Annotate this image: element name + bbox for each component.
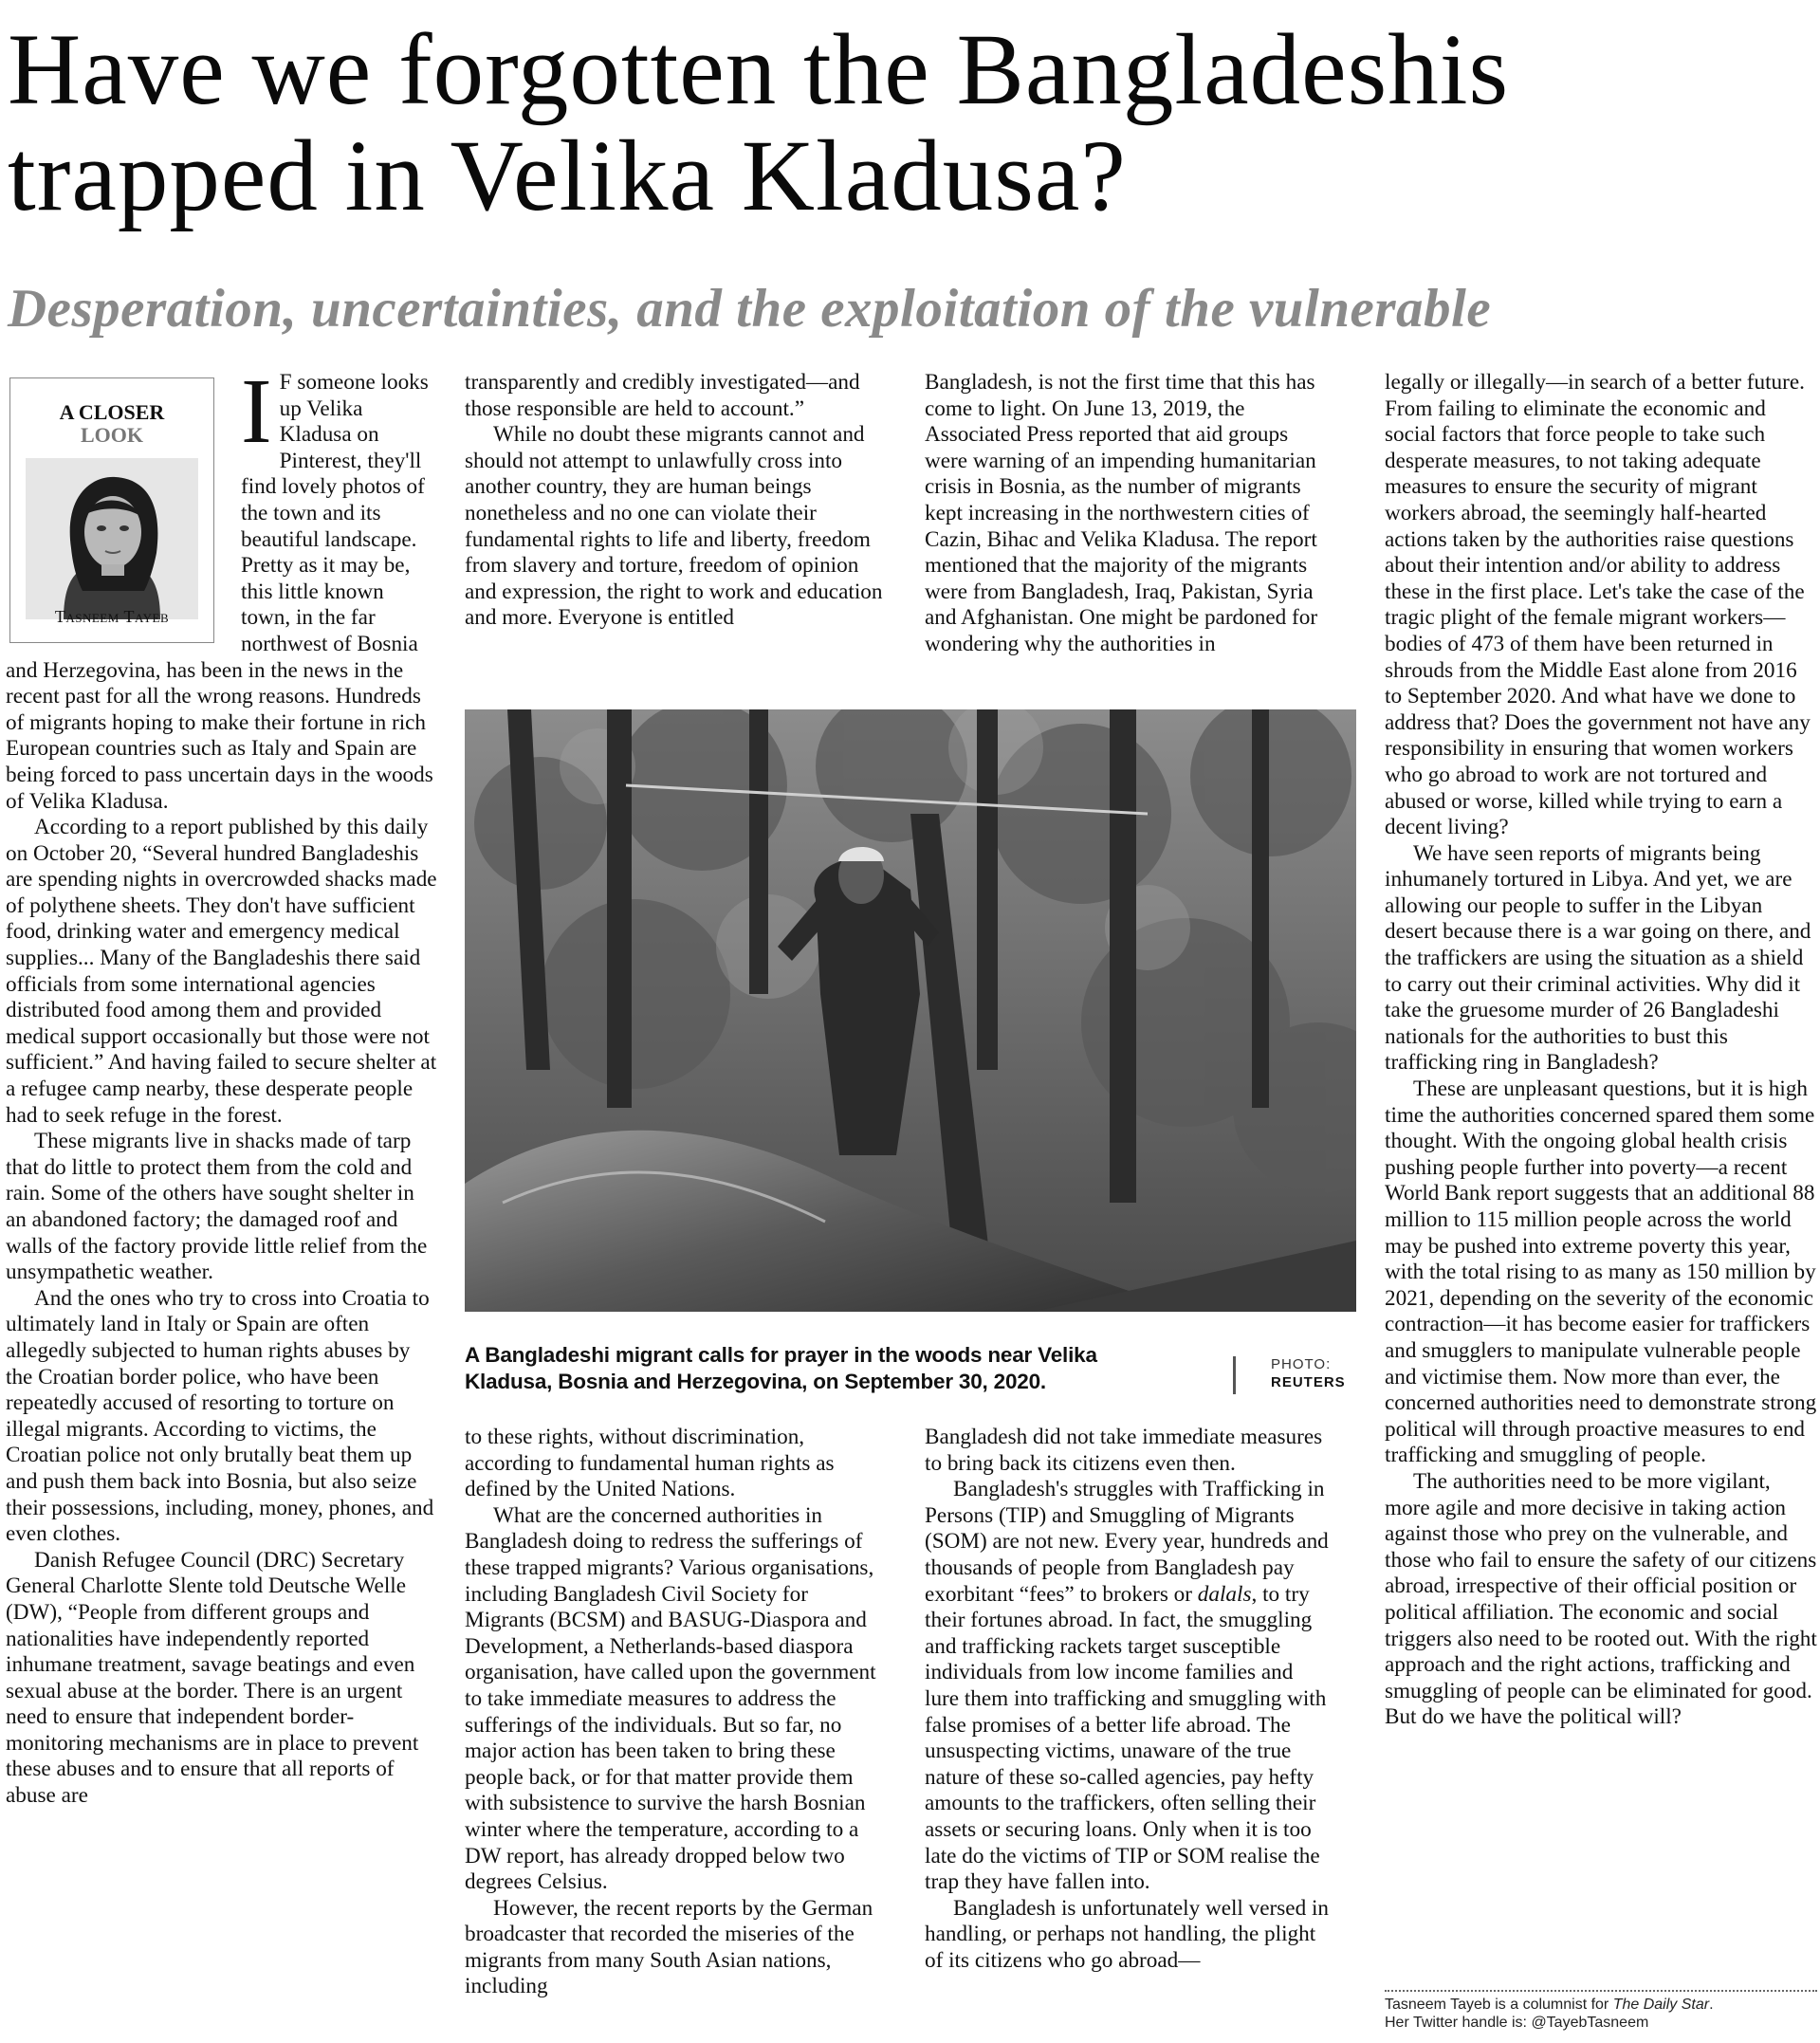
paragraph: to these rights, without discrimination, according to fundamental human rights as defined by the United Nations. [465,1425,835,1502]
column-kicker: A CLOSER [59,400,165,424]
author-bio-prefix: Tasneem Tayeb is a columnist for [1385,1997,1613,2013]
article-column-3-bottom [925,1425,1333,2043]
article-column-3-top [925,370,1333,689]
paragraph-emphasis: dalals [1197,1581,1252,1607]
paragraph [925,1477,1333,1896]
paragraph: These migrants live in shacks made of tarp that do little to protect them from the cold and rain. Some of the others have sought shelter in an abandoned factory; the damaged roof and walls of the factory provide little relief from the unsympathetic weather. [6,1129,428,1285]
photo-credit-label: PHOTO: [1271,1356,1332,1372]
headline-line-1: Have we forgotten the Bangladeshis [8,14,1510,126]
paragraph: Danish Refugee Council (DRC) Secretary General Charlotte Slente told Deutsche Welle (DW), “People from different groups and nationalities have independently reported inhumane treatment, savage beatings and even sexual abuse at the border. There is an urgent need to ensure that independent border-monitoring mechanisms are in place to prevent these abuses and to ensure that all reports of abuse are [6,1547,419,1809]
paragraph: transparently and credibly investigated—and those responsible are held to account.” [465,370,860,421]
paragraph: However, the recent reports by the German broadcaster that recorded the miseries of the migrants from many South Asian nations, including [465,1895,873,1999]
author-portrait [26,458,198,619]
subheadline: Desperation, uncertainties, and the exploitation of the vulnerable [8,279,1492,339]
paragraph: Bangladesh did not take immediate measures to bring back its citizens even then. [925,1425,1323,1476]
headline [8,14,1814,232]
article-column-1 [6,360,438,1810]
author-bio [1385,1996,1817,2032]
article-column-2-bottom [465,1425,884,2043]
paragraph: legally or illegally—in search of a better future. From failing to eliminate the economic and social factors that force people to take such desperate measures, to not taking adequate measures to ensure the security of migrant workers abroad, the seemingly half-hearted actions taken by the authorities raise questions about their intention and/or ability to address these in the first place. Let's take the case of the tragic plight of the female migrant workers—bodies of 473 of them have been returned in shrouds from the Middle East alone from 2016 to September 2020. And what have we done to address that? Does the government not have any responsibility in ensuring that women workers who go abroad to work are not tortured and abused or worse, killed while trying to earn a decent living? [1385,370,1811,840]
publication-name: The Daily Star [1612,1997,1710,2013]
drop-cap: I [241,360,272,463]
forest-migrant-photo [465,709,1356,1312]
photo-caption: A Bangladeshi migrant calls for prayer in the woods near Velika Kladusa, Bosnia and Herzegovina, on September 30, 2020. [465,1343,1097,1393]
caption-divider [1233,1356,1236,1394]
article-column-4 [1385,370,1817,1982]
column-kicker-sub: LOOK [80,423,143,447]
paragraph: Bangladesh, is not the first time that this has come to light. On June 13, 2019, the Associated Press reported that aid groups were warning of an impending humanitarian crisis in Bosnia, as the number of migrants kept increasing in the northwestern cities of Cazin, Bihac and Velika Kladusa. The report mentioned that the majority of the migrants were from Bangladesh, Iraq, Pakistan, Syria and Afghanistan. One might be pardoned for wondering why the authorities in [925,370,1318,656]
author-twitter: Her Twitter handle is: @TayebTasneem [1385,2015,1649,2031]
paragraph: And the ones who try to cross into Croatia to ultimately land in Italy or Spain are often allegedly subjected to human rights abuses by the Croatian border police, who have been repeatedly accused of resorting to torture on illegal migrants. According to victims, the Croatian police not only brutally beat them up and push them back into Bosnia, but also seize their possessions, including, money, phones, and even clothes. [6,1285,434,1547]
author-portrait-illustration [26,458,198,619]
photo-credit-source: REUTERS [1271,1374,1346,1390]
footer-divider [1385,1990,1817,1992]
news-photo [465,709,1356,1312]
author-bio-suffix: . [1709,1997,1714,2013]
column-box [9,377,214,643]
author-name: Tasneem Tayeb [54,607,170,627]
lead-paragraph: F someone looks up Velika Kladusa on Pinterest, they'll find lovely photos of the town and its beautiful landscape. Pretty as it may be, this little known town, in the far northwest of Bosnia and Herzegovina, has been in the news in the recent past for all the wrong reasons. Hundreds of migrants hoping to make their fortune in rich European countries such as Italy and Spain are being forced to pass uncertain days in the woods of Velika Kladusa. [6,370,433,814]
paragraph: While no doubt these migrants cannot and should not attempt to unlawfully cross into another country, they are human beings nonetheless and no one can violate their fundamental rights to life and liberty, freedom from slavery and torture, freedom of opinion and expression, the right to work and education and more. Everyone is entitled [465,422,883,631]
paragraph: What are the concerned authorities in Bangladesh doing to redress the sufferings of these trapped migrants? Various organisations, including Bangladesh Civil Society for Migrants (BCSM) and BASUG-Diaspora and Development, a Netherlands-based diaspora organisation, have called upon the government to take immediate measures to address the sufferings of the individuals. But so far, no major action has been taken to bring these people back, or for that matter provide them with subsistence to survive the harsh Bosnian winter where the temperature, according to a DW report, has already dropped below two degrees Celsius. [465,1502,876,1895]
paragraph: Bangladesh is unfortunately well versed in handling, or perhaps not handling, the plight of its citizens who go abroad— [925,1895,1330,1973]
paragraph: The authorities need to be more vigilant, more agile and more decisive in taking action against those who prey on the vulnerable, and those who fail to ensure the safety of our citizens abroad, irrespective of their official position or political affiliation. The economic and social triggers also need to be rooted out. With the right approach and the right actions, trafficking and smuggling of people can be eliminated for good. But do we have the political will? [1385,1468,1817,1730]
paragraph-text: Bangladesh's struggles with Trafficking in Persons (TIP) and Smuggling of Migrants (SOM) are not new. Every year, hundreds and thousands of people from Bangladesh pay exorbitant “fees” to brokers or [925,1477,1329,1607]
paragraph: These are unpleasant questions, but it is high time the authorities concerned spared them some thought. With the ongoing global health crisis pushing people further into poverty—a recent World Bank report suggests that an additional 88 million to 115 million people across the world may be pushed into extreme poverty this year, with the total rising to as many as 150 million by 2021, depending on the severity of the economic contraction—it has become easier for traffickers and smugglers to manipulate vulnerable people and victimise them. Now more than ever, the concerned authorities need to demonstrate strong political will through proactive measures to end trafficking and smuggling of people. [1385,1077,1817,1468]
paragraph: According to a report published by this daily on October 20, “Several hundred Bangladeshis are spending nights in overcrowded shacks made of polythene sheets. They don't have sufficient food, drinking water and emergency medical supplies... Many of the Bangladeshis there said officials from some international agencies distributed food among them and provided medical support occasionally but those were not sufficient.” And having failed to secure shelter at a refugee camp nearby, these desperate people had to seek refuge in the forest. [6,815,437,1128]
headline-line-2: trapped in Velika Kladusa? [8,120,1127,232]
paragraph: We have seen reports of migrants being inhumanely tortured in Libya. And yet, we are allowing our people to suffer in the Libyan desert because there is a war going on there, and the traffickers are using the situation as a shield to carry out their criminal activities. Why did it take the gruesome murder of 26 Bangladeshi nationals for the authorities to bust this trafficking ring in Bangladesh? [1385,840,1811,1076]
article-column-2-top [465,370,884,689]
paragraph-text: , to try their fortunes abroad. In fact, the smuggling and trafficking rackets target susceptible individuals from low income families and lure them into trafficking and smuggling with false promises of a better life abroad. The unsuspecting victims, unaware of the true nature of these so-called agencies, pay hefty amounts to the traffickers, often selling their assets or securing loans. Only when it is too late do the victims of TIP or SOM realise the trap they have fallen into. [925,1581,1327,1895]
